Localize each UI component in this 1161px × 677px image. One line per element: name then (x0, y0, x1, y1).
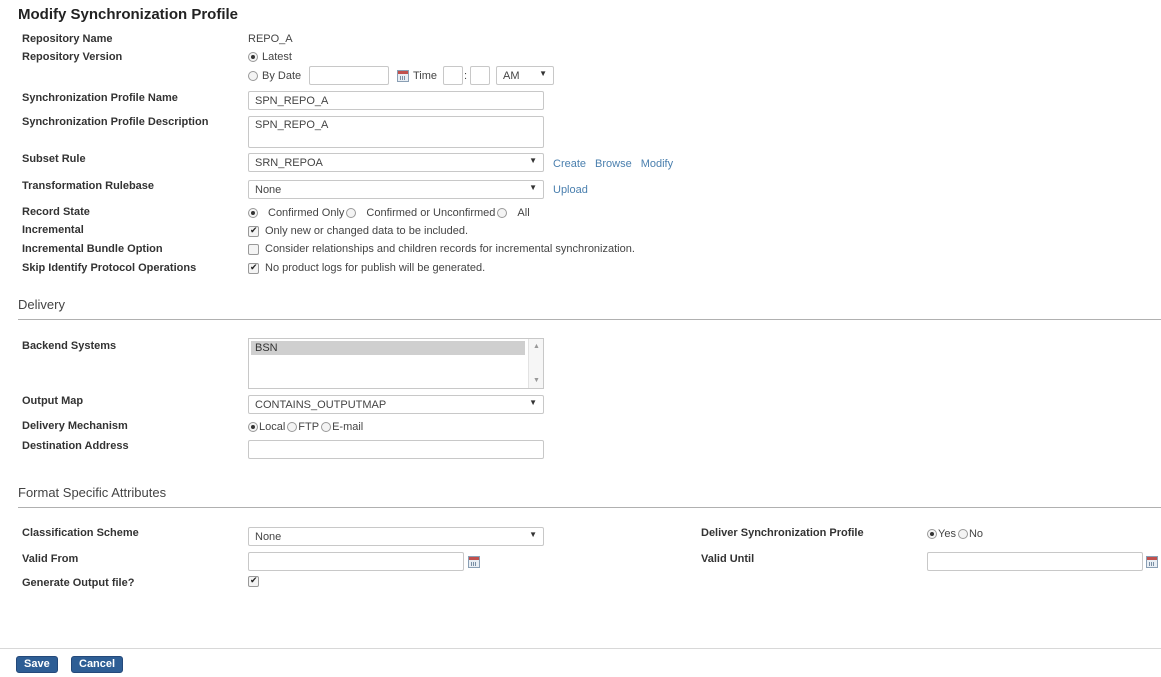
record-state-confirmed-or-unconfirmed-radio[interactable] (346, 208, 356, 218)
time-label: Time (413, 70, 438, 82)
save-button[interactable]: Save (16, 656, 58, 673)
version-by-date-text: By Date (262, 70, 302, 82)
valid-from-label: Valid From (22, 553, 79, 565)
skip-identify-option[interactable] (248, 262, 485, 274)
cancel-button[interactable]: Cancel (71, 656, 123, 673)
mechanism-email-radio[interactable] (321, 422, 331, 432)
backend-systems-listbox[interactable] (248, 338, 544, 389)
modify-link[interactable]: Modify (640, 158, 674, 170)
delivery-section-title: Delivery (18, 297, 65, 312)
profile-name-input[interactable] (248, 91, 544, 110)
output-map-value: CONTAINS_OUTPUTMAP (255, 399, 387, 411)
output-map-label: Output Map (22, 395, 84, 407)
backend-system-option[interactable]: BSN (251, 341, 525, 355)
version-latest-radio[interactable] (248, 52, 258, 62)
create-link[interactable]: Create (553, 158, 587, 170)
incremental-checkbox[interactable] (248, 226, 259, 237)
mechanism-ftp-radio[interactable] (287, 422, 297, 432)
deliver-no-text: No (968, 528, 984, 540)
profile-description-label: Synchronization Profile Description (22, 116, 209, 128)
mechanism-local-text: Local (259, 421, 286, 433)
profile-name-label: Synchronization Profile Name (22, 92, 178, 104)
transformation-select[interactable] (248, 180, 544, 199)
scroll-up-icon[interactable]: ▲ (533, 343, 540, 350)
ampm-value: AM (503, 70, 520, 82)
chevron-down-icon: ▼ (529, 183, 537, 192)
chevron-down-icon: ▼ (529, 156, 537, 165)
scroll-down-icon[interactable]: ▼ (533, 377, 540, 384)
record-state-options (248, 207, 530, 219)
deliver-profile-options (927, 528, 983, 540)
chevron-down-icon: ▼ (529, 398, 537, 407)
mechanism-email-text: E-mail (332, 421, 364, 433)
calendar-icon[interactable] (397, 70, 409, 82)
record-state-all-radio[interactable] (497, 208, 507, 218)
time-colon: : (464, 70, 468, 82)
backend-systems-label: Backend Systems (22, 340, 117, 352)
classification-label: Classification Scheme (22, 527, 139, 539)
deliver-yes-radio[interactable] (927, 529, 937, 539)
bundle-option-label: Incremental Bundle Option (22, 243, 163, 255)
generate-output-option[interactable] (248, 576, 265, 587)
upload-link-wrap (553, 184, 597, 196)
destination-address-label: Destination Address (22, 440, 129, 452)
calendar-icon[interactable] (468, 556, 480, 568)
subset-rule-label: Subset Rule (22, 153, 86, 165)
subset-rule-select[interactable] (248, 153, 544, 172)
version-latest-option[interactable] (248, 51, 292, 63)
deliver-no-radio[interactable] (958, 529, 968, 539)
record-state-confirmed-or-unconfirmed-text: Confirmed or Unconfirmed (366, 207, 496, 219)
generate-output-checkbox[interactable] (248, 576, 259, 587)
listbox-scrollbar[interactable] (528, 339, 543, 388)
by-date-input[interactable] (309, 66, 389, 85)
repository-version-label: Repository Version (22, 51, 123, 63)
format-section-title: Format Specific Attributes (18, 485, 167, 500)
delivery-mechanism-options (248, 421, 363, 433)
incremental-text: Only new or changed data to be included. (265, 225, 469, 237)
deliver-profile-label: Deliver Synchronization Profile (701, 527, 864, 539)
upload-link[interactable]: Upload (553, 184, 588, 196)
time-minute-input[interactable] (470, 66, 490, 85)
bundle-option-checkbox[interactable] (248, 244, 259, 255)
subset-rule-links (553, 158, 682, 170)
format-divider (18, 507, 1161, 508)
record-state-confirmed-only-text: Confirmed Only (268, 207, 345, 219)
output-map-select[interactable] (248, 395, 544, 414)
time-hour-input[interactable] (443, 66, 463, 85)
generate-output-label: Generate Output file? (22, 577, 135, 589)
transformation-label: Transformation Rulebase (22, 180, 155, 192)
bundle-option-text: Consider relationships and children records for incremental synchronization. (265, 243, 635, 255)
classification-select[interactable] (248, 527, 544, 546)
valid-until-input[interactable] (927, 552, 1143, 571)
record-state-confirmed-only-radio[interactable] (248, 208, 258, 218)
transformation-value: None (255, 184, 282, 196)
incremental-option[interactable] (248, 225, 468, 237)
valid-until-label: Valid Until (701, 553, 755, 565)
mechanism-ftp-text: FTP (298, 421, 320, 433)
skip-identify-label: Skip Identify Protocol Operations (22, 262, 197, 274)
chevron-down-icon: ▼ (529, 530, 537, 539)
deliver-yes-text: Yes (938, 528, 956, 540)
delivery-divider (18, 319, 1161, 320)
delivery-mechanism-label: Delivery Mechanism (22, 420, 128, 432)
repository-name-label: Repository Name (22, 33, 113, 45)
repository-name-value: REPO_A (248, 33, 293, 45)
record-state-label: Record State (22, 206, 90, 218)
version-by-date-radio[interactable] (248, 71, 258, 81)
mechanism-local-radio[interactable] (248, 422, 258, 432)
bundle-option[interactable] (248, 243, 635, 255)
incremental-label: Incremental (22, 224, 84, 236)
footer-divider (0, 648, 1161, 649)
version-by-date-option[interactable] (248, 70, 301, 82)
chevron-down-icon: ▼ (539, 69, 547, 78)
version-latest-text: Latest (262, 51, 292, 63)
record-state-all-text: All (517, 207, 530, 219)
page-title: Modify Synchronization Profile (18, 6, 239, 23)
skip-identify-text: No product logs for publish will be generated. (265, 262, 486, 274)
calendar-icon[interactable] (1146, 556, 1158, 568)
profile-description-input[interactable] (248, 116, 544, 148)
destination-address-input[interactable] (248, 440, 544, 459)
classification-value: None (255, 531, 282, 543)
subset-rule-value: SRN_REPOA (255, 157, 323, 169)
ampm-select[interactable] (496, 66, 554, 85)
valid-from-input[interactable] (248, 552, 464, 571)
skip-identify-checkbox[interactable] (248, 263, 259, 274)
browse-link[interactable]: Browse (595, 158, 632, 170)
